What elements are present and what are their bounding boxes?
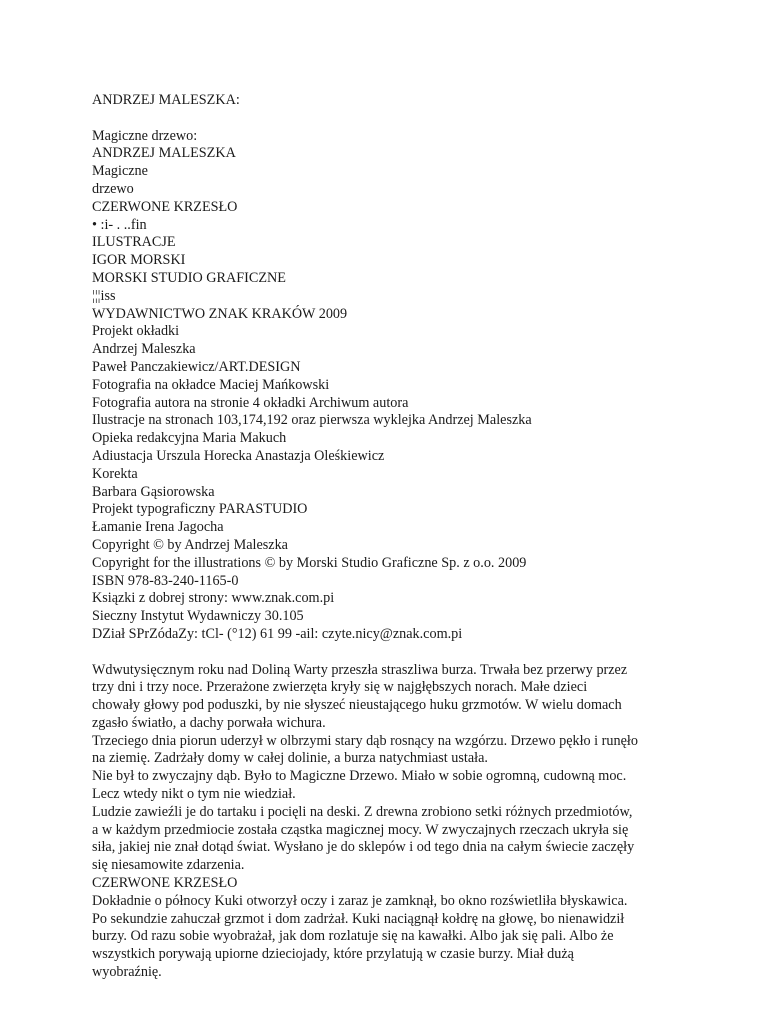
body-text xyxy=(92,662,732,982)
front-matter-line: • :i- . ..fin xyxy=(92,216,147,233)
front-matter-line: Copyright for the illustrations © by Morski Studio Graficzne Sp. z o.o. 2009 xyxy=(92,554,527,571)
front-matter-line: Fotografia autora na stronie 4 okładki Archiwum autora xyxy=(92,394,409,411)
paragraph xyxy=(92,662,732,733)
paragraph xyxy=(92,893,732,982)
front-matter-line: DZiał SPrZódaZy: tCl- (°12) 61 99 -ail: czyte.nicy@znak.com.pi xyxy=(92,625,463,642)
front-matter-line: Fotografia na okładce Maciej Mańkowski xyxy=(92,376,330,393)
text-line: Dokładnie o północy Kuki otworzył oczy i zaraz je zamknął, bo okno rozświetliła błyskawica. xyxy=(92,892,628,909)
text-line: Ludzie zawieźli je do tartaku i pocięli na deski. Z drewna zrobiono setki różnych przedmiotów, xyxy=(92,803,633,820)
front-matter-line: Barbara Gąsiorowska xyxy=(92,483,215,500)
front-matter-line: ¦¦¦iss xyxy=(92,287,116,304)
text-line: Po sekundzie zahuczał grzmot i dom zadrżał. Kuki naciągnął kołdrę na głowę, bo nienawidził xyxy=(92,910,625,927)
front-matter-line: WYDAWNICTWO ZNAK KRAKÓW 2009 xyxy=(92,305,348,322)
front-matter-line: Magiczne xyxy=(92,163,148,180)
front-matter-line: MORSKI STUDIO GRAFICZNE xyxy=(92,269,286,286)
front-matter-line: CZERWONE KRZESŁO xyxy=(92,198,238,215)
front-matter-line: Magiczne drzewo: xyxy=(92,127,198,144)
front-matter-line: Adiustacja Urszula Horecka Anastazja Oleśkiewicz xyxy=(92,447,385,464)
front-matter-line: Projekt typograficzny PARASTUDIO xyxy=(92,501,308,518)
front-matter-line: Łamanie Irena Jagocha xyxy=(92,519,224,536)
paragraph xyxy=(92,768,732,804)
text-line: Trzeciego dnia piorun uderzył w olbrzymi stary dąb rosnący na wzgórzu. Drzewo pękło i runęło xyxy=(92,732,638,749)
front-matter-line: ISBN 978-83-240-1165-0 xyxy=(92,572,239,589)
front-matter-line: Andrzej Maleszka xyxy=(92,341,196,358)
text-line: CZERWONE KRZESŁO xyxy=(92,875,238,892)
text-line: wszystkich porywają upiorne dzieciojady, które przylatują w czasie burzy. Miał dużą xyxy=(92,946,574,963)
front-matter-line: Korekta xyxy=(92,465,138,482)
paragraph xyxy=(92,804,732,875)
text-line: Lecz wtedy nikt o tym nie wiedział. xyxy=(92,786,296,803)
front-matter-line: Ilustracje na stronach 103,174,192 oraz pierwsza wyklejka Andrzej Maleszka xyxy=(92,412,532,429)
front-matter-line: Opieka redakcyjna Maria Makuch xyxy=(92,430,287,447)
front-matter-line: ILUSTRACJE xyxy=(92,234,176,251)
text-line: chowały głowy pod poduszki, by nie słyszeć nieustającego huku grzmotów. W wielu domach xyxy=(92,697,622,714)
front-matter-line: Copyright © by Andrzej Maleszka xyxy=(92,536,288,553)
text-line: burzy. Od razu sobie wyobrażał, jak dom rozlatuje się na kawałki. Albo jak się pali. Albo że xyxy=(92,928,614,945)
front-matter-line: Ksiązki z dobrej strony: www.znak.com.pi xyxy=(92,590,335,607)
text-line: a w każdym przedmiocie została cząstka magicznej mocy. W zwyczajnych rzeczach ukryła się xyxy=(92,821,629,838)
text-line: Wdwutysięcznym roku nad Doliną Warty przeszła straszliwa burza. Trwała bez przerwy przez xyxy=(92,661,628,678)
spacer xyxy=(92,644,732,662)
text-line: Nie był to zwyczajny dąb. Było to Magiczne Drzewo. Miało w sobie ogromną, cudowną moc. xyxy=(92,768,627,785)
text-line: na ziemię. Zadrżały domy w całej dolinie, a burza natychmiast ustała. xyxy=(92,750,488,767)
text-line: zgasło światło, a dachy porwała wichura. xyxy=(92,714,326,731)
text-line: trzy dni i trzy noce. Przerażone zwierzęta kryły się w najgłębszych norach. Małe dzieci xyxy=(92,679,588,696)
text-line: siła, jakiej nie znał dotąd świat. Wysłano je do sklepów i od tego dnia na całym świecie zaczęły xyxy=(92,839,635,856)
document-page xyxy=(92,92,732,982)
front-matter-line: IGOR MORSKI xyxy=(92,252,186,269)
text-line: się niesamowite zdarzenia. xyxy=(92,857,245,874)
front-matter xyxy=(92,128,732,644)
author-heading: ANDRZEJ MALESZKA: xyxy=(92,92,240,108)
front-matter-line: drzewo xyxy=(92,180,134,197)
spacer xyxy=(92,110,732,128)
chapter-title xyxy=(92,875,732,893)
front-matter-line: ANDRZEJ MALESZKA xyxy=(92,145,236,162)
front-matter-line: Projekt okładki xyxy=(92,323,180,340)
text-line: wyobraźnię. xyxy=(92,964,162,981)
front-matter-line: Paweł Panczakiewicz/ART.DESIGN xyxy=(92,358,301,375)
paragraph xyxy=(92,733,732,769)
front-matter-line: Sieczny Instytut Wydawniczy 30.105 xyxy=(92,608,304,625)
